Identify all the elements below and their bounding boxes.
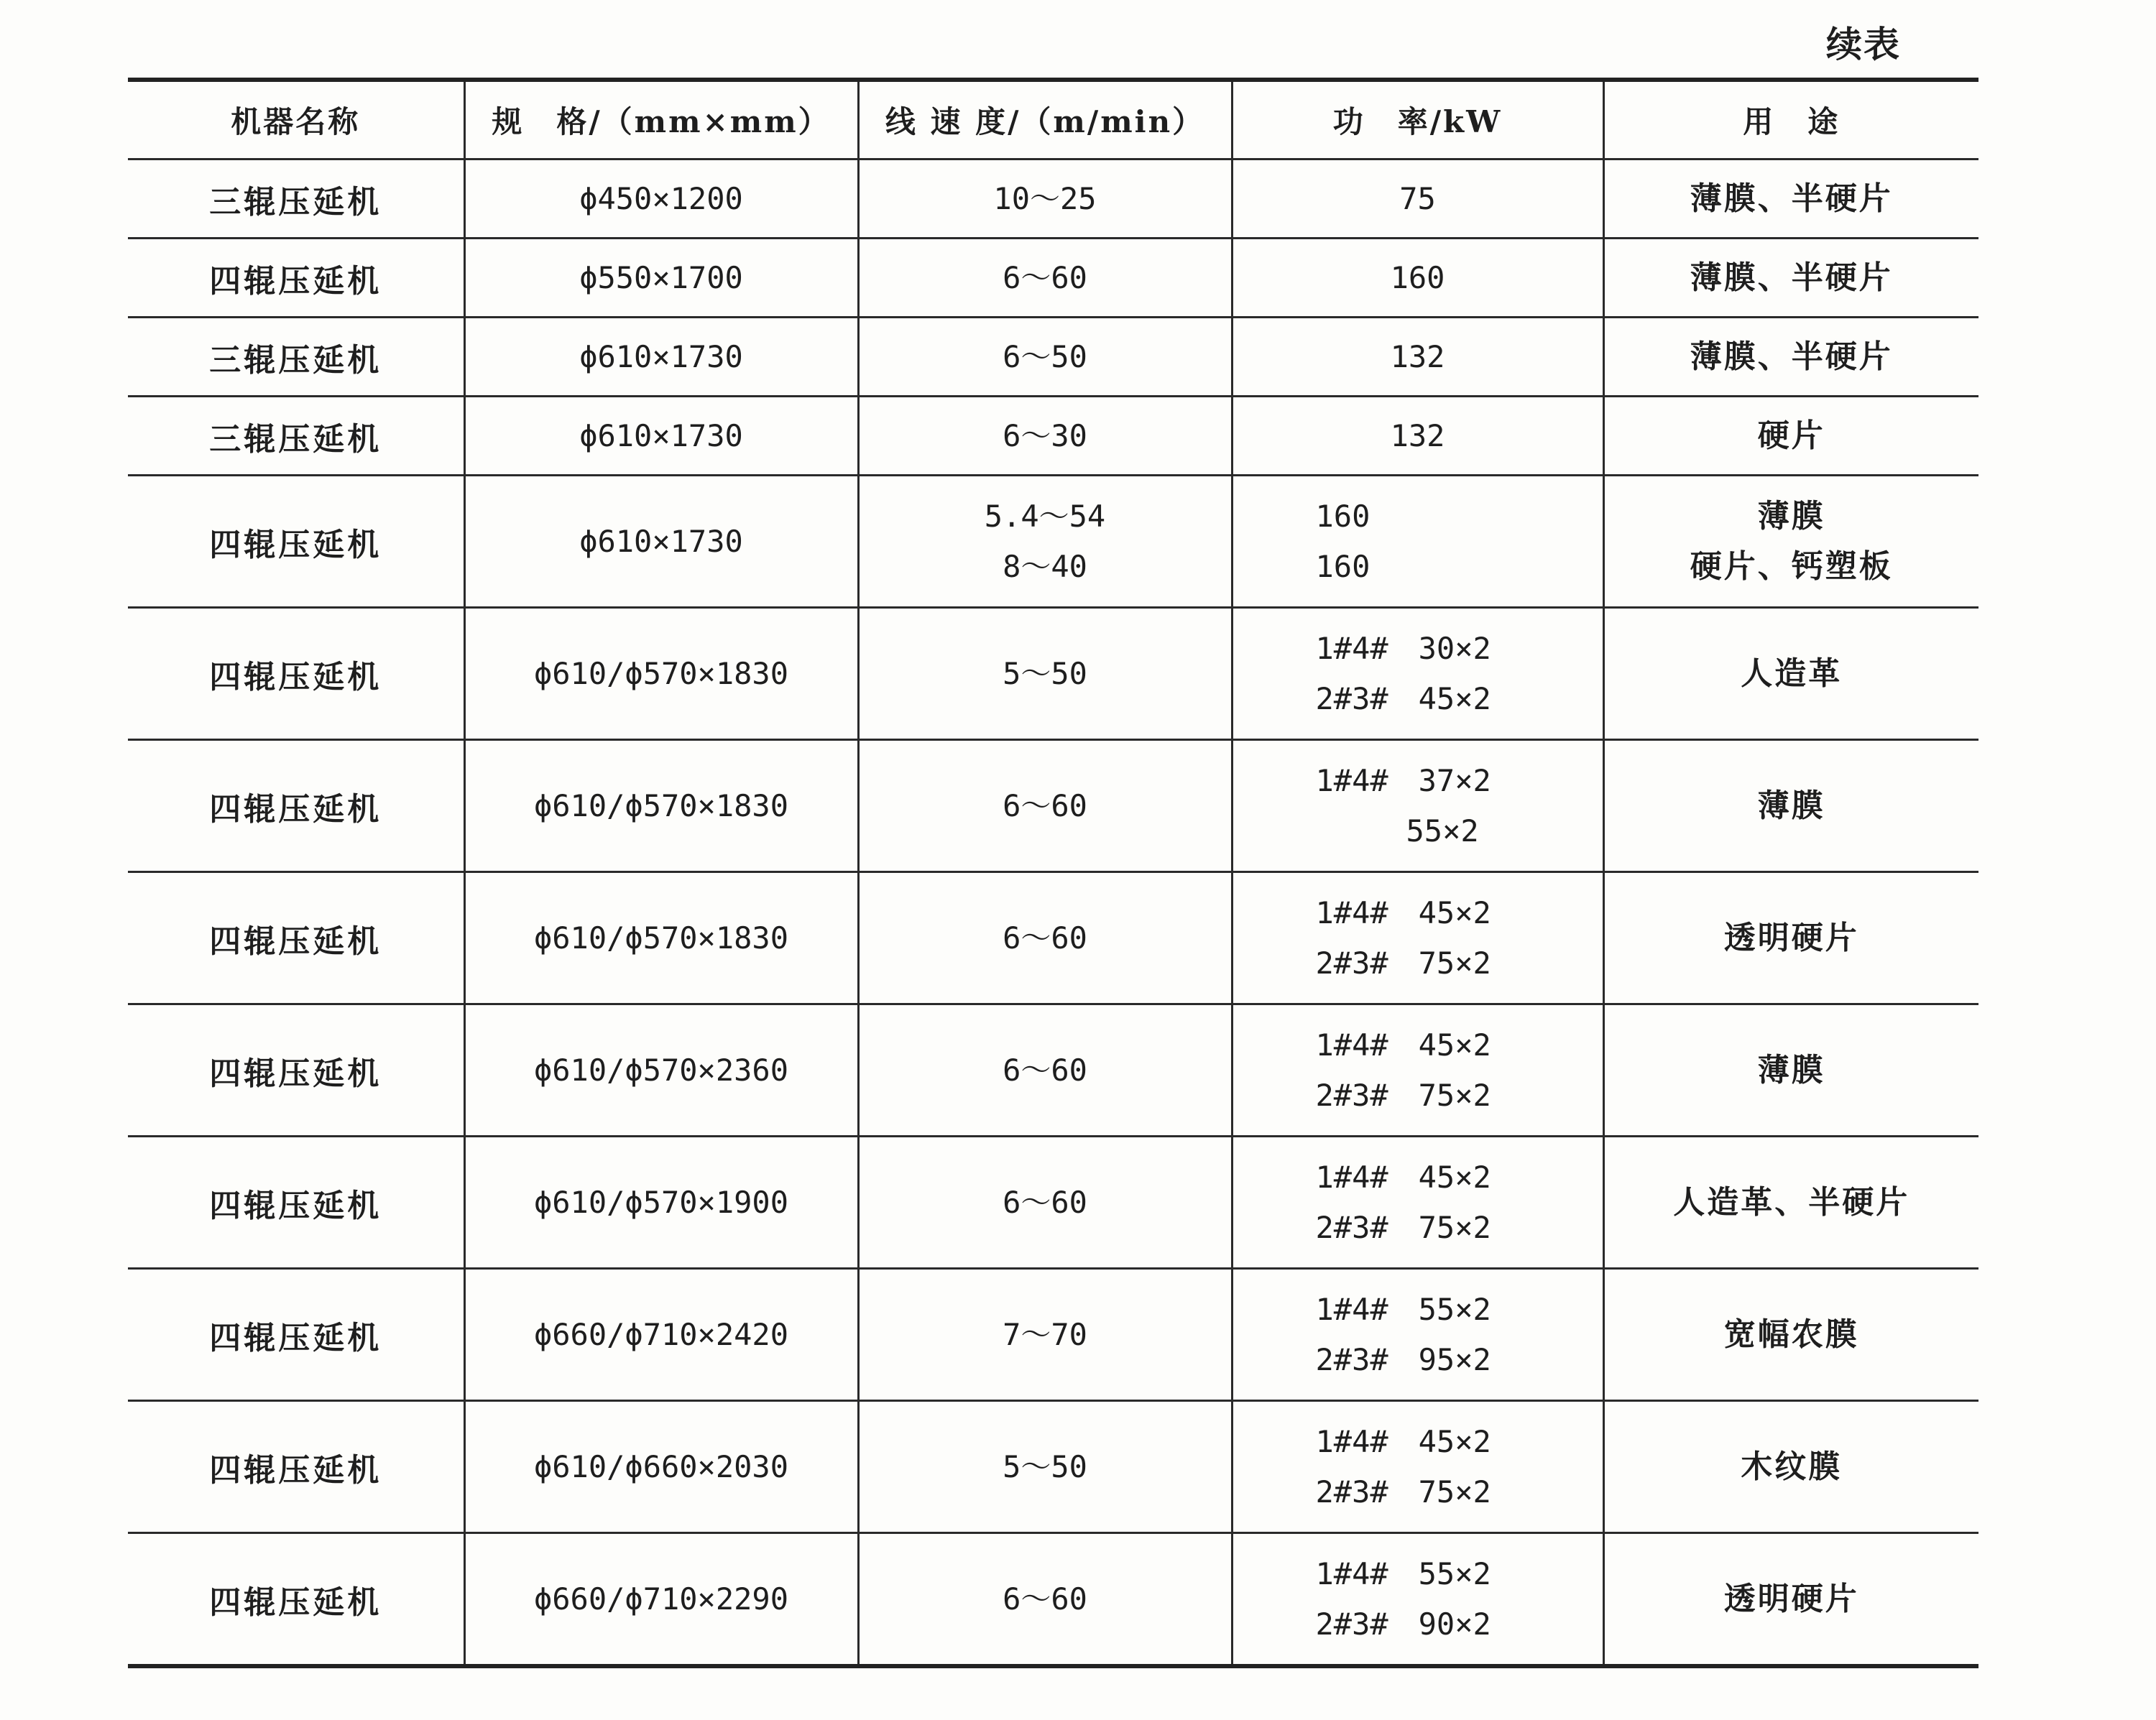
spec-cell: ϕ610/ϕ570×1830 — [464, 608, 858, 740]
use-cell — [1603, 476, 1978, 608]
machine-name-cell: 四辊压延机 — [128, 872, 464, 1004]
table-row — [128, 159, 1978, 239]
power-cell — [1232, 1533, 1603, 1667]
use-value: 薄膜、半硬片 — [1690, 259, 1893, 296]
spec-cell: ϕ610/ϕ570×1830 — [464, 872, 858, 1004]
spec-cell: ϕ610/ϕ570×1830 — [464, 740, 858, 872]
header-row — [128, 80, 1978, 159]
line-speed-cell — [858, 1004, 1232, 1137]
power-cell — [1232, 1269, 1603, 1401]
spec-cell: ϕ610×1730 — [464, 476, 858, 608]
use-value: 人造革、半硬片 — [1673, 1183, 1910, 1221]
table-row — [128, 1004, 1978, 1137]
use-value: 透明硬片 — [1723, 1580, 1859, 1617]
machine-name-cell: 四辊压延机 — [128, 740, 464, 872]
header-machine-name: 机器名称 — [128, 80, 464, 159]
table-row — [128, 239, 1978, 318]
power-value: 1#4# 45×2 — [1315, 1159, 1491, 1195]
use-value: 薄膜 — [1757, 497, 1825, 535]
use-cell — [1603, 872, 1978, 1004]
spec-cell: ϕ610×1730 — [464, 318, 858, 397]
power-value: 55×2 — [1315, 813, 1479, 849]
use-cell — [1603, 1269, 1978, 1401]
table-row — [128, 1137, 1978, 1269]
use-value: 薄膜 — [1757, 1051, 1825, 1088]
machine-name-cell: 四辊压延机 — [128, 1401, 464, 1533]
line-speed-cell — [858, 1269, 1232, 1401]
line-speed-value: 6～60 — [1003, 787, 1087, 823]
header-use: 用 途 — [1603, 80, 1978, 159]
power-value: 2#3# 75×2 — [1315, 1077, 1491, 1113]
power-cell — [1232, 1137, 1603, 1269]
use-value: 薄膜、半硬片 — [1690, 180, 1893, 217]
line-speed-value: 6～60 — [1003, 259, 1087, 295]
power-cell — [1232, 318, 1603, 397]
table-row — [128, 318, 1978, 397]
power-cell — [1232, 608, 1603, 740]
use-value: 木纹膜 — [1741, 1448, 1843, 1485]
line-speed-value: 5.4～54 — [984, 498, 1106, 534]
power-value: 1#4# 45×2 — [1315, 1423, 1491, 1459]
table-row — [128, 608, 1978, 740]
power-value: 2#3# 90×2 — [1315, 1606, 1491, 1642]
power-value: 2#3# 45×2 — [1315, 680, 1491, 716]
line-speed-value: 8～40 — [1003, 548, 1087, 584]
power-value: 1#4# 37×2 — [1315, 762, 1491, 798]
table-row — [128, 1533, 1978, 1667]
line-speed-cell — [858, 1137, 1232, 1269]
machine-name-cell: 四辊压延机 — [128, 608, 464, 740]
use-value: 硬片、钙塑板 — [1690, 547, 1893, 585]
spec-cell: ϕ660/ϕ710×2290 — [464, 1533, 858, 1667]
use-cell — [1603, 608, 1978, 740]
power-cell — [1232, 476, 1603, 608]
power-value: 1#4# 45×2 — [1315, 1027, 1491, 1063]
line-speed-cell — [858, 318, 1232, 397]
line-speed-value: 7～70 — [1003, 1316, 1087, 1352]
machine-name-cell: 三辊压延机 — [128, 318, 464, 397]
machine-name-cell: 三辊压延机 — [128, 397, 464, 476]
line-speed-cell — [858, 1401, 1232, 1533]
line-speed-value: 6～60 — [1003, 1581, 1087, 1617]
use-cell — [1603, 239, 1978, 318]
header-line-speed: 线 速 度/（m/min） — [858, 80, 1232, 159]
power-value: 1#4# 45×2 — [1315, 894, 1491, 930]
calender-spec-table — [128, 78, 1978, 1668]
line-speed-value: 5～50 — [1003, 1448, 1087, 1484]
machine-name-cell: 四辊压延机 — [128, 1004, 464, 1137]
line-speed-value: 6～60 — [1003, 920, 1087, 956]
power-value: 160 — [1390, 259, 1445, 295]
power-value: 75 — [1399, 180, 1436, 216]
power-value: 132 — [1390, 417, 1445, 453]
use-cell — [1603, 159, 1978, 239]
line-speed-value: 6～50 — [1003, 338, 1087, 374]
use-value: 透明硬片 — [1723, 919, 1859, 956]
header-power: 功 率/kW — [1232, 80, 1603, 159]
line-speed-cell — [858, 159, 1232, 239]
power-value: 132 — [1390, 338, 1445, 374]
power-value: 2#3# 75×2 — [1315, 1474, 1491, 1509]
table-row — [128, 872, 1978, 1004]
use-cell — [1603, 1137, 1978, 1269]
spec-cell: ϕ610/ϕ570×1900 — [464, 1137, 858, 1269]
table-row — [128, 397, 1978, 476]
table-caption: 续表 — [1826, 23, 1901, 65]
spec-cell: ϕ450×1200 — [464, 159, 858, 239]
header-spec: 规 格/（mm×mm） — [464, 80, 858, 159]
line-speed-cell — [858, 476, 1232, 608]
line-speed-cell — [858, 872, 1232, 1004]
machine-name-cell: 四辊压延机 — [128, 1137, 464, 1269]
line-speed-cell — [858, 397, 1232, 476]
machine-name-cell: 四辊压延机 — [128, 476, 464, 608]
power-cell — [1232, 1004, 1603, 1137]
table-row — [128, 476, 1978, 608]
use-value: 薄膜 — [1757, 787, 1825, 824]
power-value: 1#4# 30×2 — [1315, 630, 1491, 666]
spec-cell: ϕ610×1730 — [464, 397, 858, 476]
line-speed-value: 6～30 — [1003, 417, 1087, 453]
use-cell — [1603, 1004, 1978, 1137]
power-value: 160 — [1315, 548, 1370, 584]
line-speed-cell — [858, 740, 1232, 872]
table-row — [128, 1401, 1978, 1533]
line-speed-value: 6～60 — [1003, 1184, 1087, 1220]
power-cell — [1232, 872, 1603, 1004]
table-body — [128, 159, 1978, 1667]
line-speed-value: 10～25 — [993, 180, 1097, 216]
table-row — [128, 1269, 1978, 1401]
power-value: 2#3# 95×2 — [1315, 1341, 1491, 1377]
line-speed-value: 5～50 — [1003, 655, 1087, 691]
spec-cell: ϕ610/ϕ570×2360 — [464, 1004, 858, 1137]
use-cell — [1603, 1533, 1978, 1667]
power-value: 2#3# 75×2 — [1315, 945, 1491, 981]
use-value: 薄膜、半硬片 — [1690, 338, 1893, 375]
use-value: 宽幅农膜 — [1723, 1316, 1859, 1353]
spec-cell: ϕ660/ϕ710×2420 — [464, 1269, 858, 1401]
use-cell — [1603, 1401, 1978, 1533]
use-value: 人造革 — [1741, 655, 1843, 692]
power-cell — [1232, 239, 1603, 318]
table-row — [128, 740, 1978, 872]
machine-name-cell: 四辊压延机 — [128, 1533, 464, 1667]
line-speed-cell — [858, 608, 1232, 740]
power-cell — [1232, 1401, 1603, 1533]
use-value: 硬片 — [1757, 417, 1825, 454]
machine-name-cell: 四辊压延机 — [128, 239, 464, 318]
power-value: 1#4# 55×2 — [1315, 1555, 1491, 1591]
power-value: 160 — [1315, 498, 1370, 534]
power-cell — [1232, 740, 1603, 872]
spec-cell: ϕ610/ϕ660×2030 — [464, 1401, 858, 1533]
machine-name-cell: 四辊压延机 — [128, 1269, 464, 1401]
spec-cell: ϕ550×1700 — [464, 239, 858, 318]
line-speed-cell — [858, 239, 1232, 318]
use-cell — [1603, 397, 1978, 476]
machine-name-cell: 三辊压延机 — [128, 159, 464, 239]
power-value: 2#3# 75×2 — [1315, 1209, 1491, 1245]
power-cell — [1232, 159, 1603, 239]
line-speed-cell — [858, 1533, 1232, 1667]
line-speed-value: 6～60 — [1003, 1052, 1087, 1088]
power-value: 1#4# 55×2 — [1315, 1291, 1491, 1327]
use-cell — [1603, 318, 1978, 397]
use-cell — [1603, 740, 1978, 872]
power-cell — [1232, 397, 1603, 476]
